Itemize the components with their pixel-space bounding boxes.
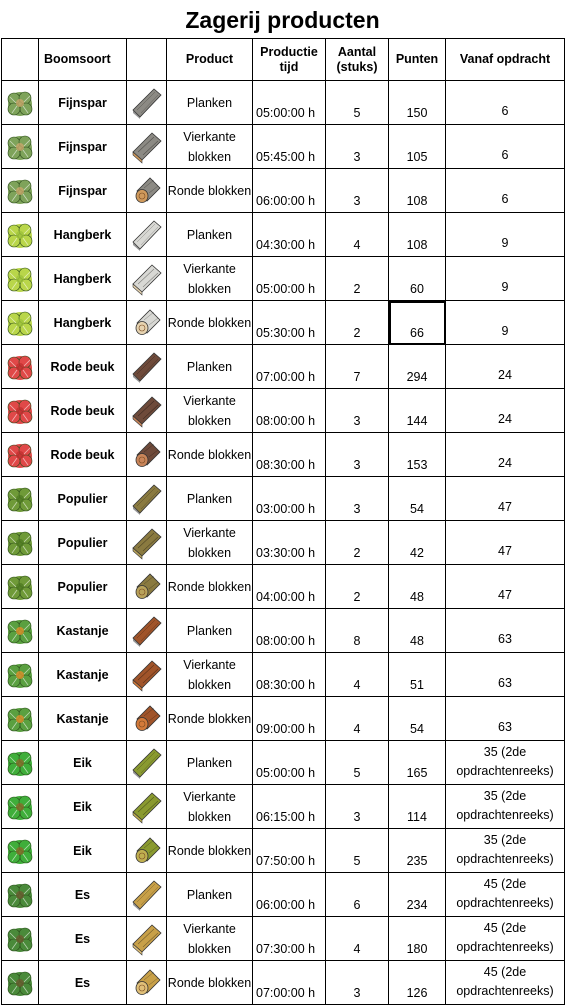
product-cell[interactable]: Ronde blokken: [167, 169, 253, 213]
product-cell[interactable]: Ronde blokken: [167, 301, 253, 345]
products-table: [1, 38, 565, 1005]
aantal-cell[interactable]: 3: [326, 961, 389, 1005]
tree-icon: [4, 439, 36, 471]
vanaf-opdracht-cell[interactable]: 35 (2de opdrachtenreeks): [446, 741, 565, 785]
tree-icon-cell[interactable]: [2, 565, 39, 609]
productietijd-cell[interactable]: 06:15:00 h: [253, 785, 326, 829]
aantal-cell[interactable]: 3: [326, 433, 389, 477]
boomsoort-cell[interactable]: Populier: [39, 565, 127, 609]
vanaf-opdracht-cell[interactable]: 6: [446, 169, 565, 213]
aantal-cell[interactable]: 2: [326, 257, 389, 301]
log-icon-cell[interactable]: [127, 917, 167, 961]
header-row: [2, 39, 565, 81]
table-row: [2, 873, 565, 917]
vanaf-opdracht-cell[interactable]: 9: [446, 213, 565, 257]
boomsoort-cell[interactable]: Kastanje: [39, 609, 127, 653]
boomsoort-cell[interactable]: Kastanje: [39, 653, 127, 697]
aantal-cell[interactable]: 3: [326, 169, 389, 213]
round-log-icon: [130, 438, 164, 472]
log-icon-cell[interactable]: [127, 565, 167, 609]
vanaf-opdracht-cell[interactable]: 63: [446, 653, 565, 697]
productietijd-cell[interactable]: 04:30:00 h: [253, 213, 326, 257]
product-cell[interactable]: Ronde blokken: [167, 433, 253, 477]
tree-icon: [4, 967, 36, 999]
punten-cell[interactable]: 180: [389, 917, 446, 961]
round-log-icon: [130, 702, 164, 736]
boomsoort-cell[interactable]: Hangberk: [39, 213, 127, 257]
aantal-cell[interactable]: 6: [326, 873, 389, 917]
tree-icon: [4, 791, 36, 823]
header-punten: Punten: [389, 39, 446, 81]
tree-icon-cell[interactable]: [2, 125, 39, 169]
tree-icon-cell[interactable]: [2, 433, 39, 477]
tree-icon-cell[interactable]: [2, 829, 39, 873]
round-log-icon: [130, 834, 164, 868]
tree-icon: [4, 659, 36, 691]
product-cell[interactable]: Vierkante blokken: [167, 785, 253, 829]
punten-cell[interactable]: 165: [389, 741, 446, 785]
log-icon-cell[interactable]: [127, 829, 167, 873]
log-icon-cell[interactable]: [127, 741, 167, 785]
header-productietijd: Productie tijd: [253, 39, 326, 81]
page-title: Zagerij producten: [185, 7, 380, 33]
plank-log-icon: [130, 746, 164, 780]
tree-icon: [4, 131, 36, 163]
product-cell[interactable]: Vierkante blokken: [167, 125, 253, 169]
plank-log-icon: [130, 482, 164, 516]
boomsoort-cell[interactable]: Fijnspar: [39, 169, 127, 213]
tree-icon: [4, 879, 36, 911]
vanaf-opdracht-cell[interactable]: 24: [446, 389, 565, 433]
log-icon-cell[interactable]: [127, 169, 167, 213]
tree-icon: [4, 747, 36, 779]
tree-icon: [4, 87, 36, 119]
aantal-cell[interactable]: 2: [326, 301, 389, 345]
productietijd-cell[interactable]: 09:00:00 h: [253, 697, 326, 741]
tree-icon: [4, 527, 36, 559]
punten-cell[interactable]: 60: [389, 257, 446, 301]
table-row: [2, 213, 565, 257]
tree-icon: [4, 571, 36, 603]
table-row: [2, 697, 565, 741]
square-log-icon: [130, 790, 164, 824]
table-row: [2, 609, 565, 653]
boomsoort-cell[interactable]: Rode beuk: [39, 433, 127, 477]
vanaf-opdracht-cell[interactable]: 6: [446, 125, 565, 169]
log-icon-cell[interactable]: [127, 697, 167, 741]
tree-icon-cell[interactable]: [2, 917, 39, 961]
punten-cell[interactable]: 150: [389, 81, 446, 125]
round-log-icon: [130, 966, 164, 1000]
product-cell[interactable]: Vierkante blokken: [167, 389, 253, 433]
log-icon-cell[interactable]: [127, 345, 167, 389]
tree-icon-cell[interactable]: [2, 653, 39, 697]
vanaf-opdracht-cell[interactable]: 6: [446, 81, 565, 125]
aantal-cell[interactable]: 3: [326, 477, 389, 521]
tree-icon: [4, 483, 36, 515]
boomsoort-cell[interactable]: Eik: [39, 785, 127, 829]
tree-icon-cell[interactable]: [2, 873, 39, 917]
boomsoort-cell[interactable]: Rode beuk: [39, 345, 127, 389]
tree-icon: [4, 615, 36, 647]
productietijd-cell[interactable]: 08:30:00 h: [253, 433, 326, 477]
aantal-cell[interactable]: 3: [326, 389, 389, 433]
product-cell[interactable]: Vierkante blokken: [167, 917, 253, 961]
log-icon-cell[interactable]: [127, 873, 167, 917]
tree-icon-cell[interactable]: [2, 169, 39, 213]
plank-log-icon: [130, 86, 164, 120]
aantal-cell[interactable]: 2: [326, 565, 389, 609]
table-row: [2, 785, 565, 829]
productietijd-cell[interactable]: 03:00:00 h: [253, 477, 326, 521]
aantal-cell[interactable]: 3: [326, 125, 389, 169]
boomsoort-cell[interactable]: Kastanje: [39, 697, 127, 741]
table-row: [2, 741, 565, 785]
header-tree-icon: [2, 39, 39, 81]
punten-cell[interactable]: 126: [389, 961, 446, 1005]
boomsoort-cell[interactable]: Fijnspar: [39, 81, 127, 125]
table-row: [2, 169, 565, 213]
table-row: [2, 917, 565, 961]
aantal-cell[interactable]: 4: [326, 213, 389, 257]
boomsoort-cell[interactable]: Populier: [39, 521, 127, 565]
log-icon-cell[interactable]: [127, 433, 167, 477]
boomsoort-cell[interactable]: Hangberk: [39, 257, 127, 301]
vanaf-opdracht-cell[interactable]: 47: [446, 521, 565, 565]
round-log-icon: [130, 174, 164, 208]
productietijd-cell[interactable]: 06:00:00 h: [253, 873, 326, 917]
header-aantal: Aantal (stuks): [326, 39, 389, 81]
square-log-icon: [130, 526, 164, 560]
productietijd-cell[interactable]: 08:00:00 h: [253, 389, 326, 433]
plank-log-icon: [130, 218, 164, 252]
square-log-icon: [130, 130, 164, 164]
tree-icon-cell[interactable]: [2, 741, 39, 785]
punten-cell[interactable]: 105: [389, 125, 446, 169]
vanaf-opdracht-cell[interactable]: 45 (2de opdrachtenreeks): [446, 873, 565, 917]
punten-cell[interactable]: 294: [389, 345, 446, 389]
punten-cell[interactable]: 108: [389, 169, 446, 213]
aantal-cell[interactable]: 4: [326, 653, 389, 697]
productietijd-cell[interactable]: 06:00:00 h: [253, 169, 326, 213]
product-cell[interactable]: Planken: [167, 345, 253, 389]
boomsoort-cell[interactable]: Es: [39, 873, 127, 917]
tree-icon-cell[interactable]: [2, 477, 39, 521]
punten-cell[interactable]: 48: [389, 565, 446, 609]
product-cell[interactable]: Vierkante blokken: [167, 257, 253, 301]
log-icon-cell[interactable]: [127, 213, 167, 257]
product-cell[interactable]: Ronde blokken: [167, 565, 253, 609]
vanaf-opdracht-cell[interactable]: 24: [446, 345, 565, 389]
vanaf-opdracht-cell[interactable]: 47: [446, 477, 565, 521]
boomsoort-cell[interactable]: Populier: [39, 477, 127, 521]
tree-icon-cell[interactable]: [2, 521, 39, 565]
productietijd-cell[interactable]: 05:00:00 h: [253, 741, 326, 785]
table-row: [2, 125, 565, 169]
vanaf-opdracht-cell[interactable]: 35 (2de opdrachtenreeks): [446, 829, 565, 873]
productietijd-cell[interactable]: 07:00:00 h: [253, 345, 326, 389]
log-icon-cell[interactable]: [127, 961, 167, 1005]
boomsoort-cell[interactable]: Eik: [39, 829, 127, 873]
log-icon-cell[interactable]: [127, 521, 167, 565]
tree-icon-cell[interactable]: [2, 785, 39, 829]
aantal-cell[interactable]: 5: [326, 741, 389, 785]
boomsoort-cell[interactable]: Rode beuk: [39, 389, 127, 433]
tree-icon: [4, 703, 36, 735]
tree-icon-cell[interactable]: [2, 257, 39, 301]
table-row: [2, 257, 565, 301]
aantal-cell[interactable]: 4: [326, 917, 389, 961]
round-log-icon: [130, 570, 164, 604]
log-icon-cell[interactable]: [127, 389, 167, 433]
square-log-icon: [130, 394, 164, 428]
productietijd-cell[interactable]: 07:00:00 h: [253, 961, 326, 1005]
product-cell[interactable]: Planken: [167, 873, 253, 917]
aantal-cell[interactable]: 5: [326, 81, 389, 125]
productietijd-cell[interactable]: 08:30:00 h: [253, 653, 326, 697]
log-icon-cell[interactable]: [127, 125, 167, 169]
tree-icon-cell[interactable]: [2, 301, 39, 345]
table-row: [2, 829, 565, 873]
plank-log-icon: [130, 350, 164, 384]
boomsoort-cell[interactable]: Hangberk: [39, 301, 127, 345]
plank-log-icon: [130, 878, 164, 912]
punten-cell[interactable]: 144: [389, 389, 446, 433]
tree-icon-cell[interactable]: [2, 697, 39, 741]
product-cell[interactable]: Planken: [167, 741, 253, 785]
punten-cell[interactable]: 48: [389, 609, 446, 653]
productietijd-cell[interactable]: 05:45:00 h: [253, 125, 326, 169]
table-row: [2, 433, 565, 477]
tree-icon-cell[interactable]: [2, 961, 39, 1005]
productietijd-cell[interactable]: 05:00:00 h: [253, 257, 326, 301]
tree-icon: [4, 351, 36, 383]
productietijd-cell[interactable]: 07:50:00 h: [253, 829, 326, 873]
table-row: [2, 521, 565, 565]
product-cell[interactable]: Planken: [167, 213, 253, 257]
header-boomsoort: Boomsoort: [39, 39, 127, 81]
table-row: [2, 477, 565, 521]
tree-icon: [4, 395, 36, 427]
log-icon-cell[interactable]: [127, 81, 167, 125]
productietijd-cell[interactable]: 05:00:00 h: [253, 81, 326, 125]
table-row: [2, 345, 565, 389]
product-cell[interactable]: Planken: [167, 609, 253, 653]
log-icon-cell[interactable]: [127, 609, 167, 653]
boomsoort-cell[interactable]: Es: [39, 961, 127, 1005]
product-cell[interactable]: Planken: [167, 81, 253, 125]
product-cell[interactable]: Vierkante blokken: [167, 653, 253, 697]
punten-cell[interactable]: 54: [389, 697, 446, 741]
vanaf-opdracht-cell[interactable]: 63: [446, 697, 565, 741]
vanaf-opdracht-cell[interactable]: 45 (2de opdrachtenreeks): [446, 917, 565, 961]
square-log-icon: [130, 262, 164, 296]
log-icon-cell[interactable]: [127, 653, 167, 697]
punten-cell[interactable]: 235: [389, 829, 446, 873]
aantal-cell[interactable]: 5: [326, 829, 389, 873]
aantal-cell[interactable]: 7: [326, 345, 389, 389]
table-row: [2, 389, 565, 433]
punten-cell[interactable]: 54: [389, 477, 446, 521]
tree-icon: [4, 263, 36, 295]
tree-icon: [4, 835, 36, 867]
square-log-icon: [130, 922, 164, 956]
header-vanaf-opdracht: Vanaf opdracht: [446, 39, 565, 81]
selected-punten-cell[interactable]: 66: [389, 301, 446, 345]
header-product: Product: [167, 39, 253, 81]
punten-cell[interactable]: 114: [389, 785, 446, 829]
header-log-icon: [127, 39, 167, 81]
vanaf-opdracht-cell[interactable]: 24: [446, 433, 565, 477]
tree-icon-cell[interactable]: [2, 213, 39, 257]
table-row: [2, 301, 565, 345]
product-cell[interactable]: Planken: [167, 477, 253, 521]
table-row: [2, 565, 565, 609]
boomsoort-cell[interactable]: Eik: [39, 741, 127, 785]
vanaf-opdracht-cell[interactable]: 47: [446, 565, 565, 609]
log-icon-cell[interactable]: [127, 301, 167, 345]
aantal-cell[interactable]: 2: [326, 521, 389, 565]
vanaf-opdracht-cell[interactable]: 45 (2de opdrachtenreeks): [446, 961, 565, 1005]
vanaf-opdracht-cell[interactable]: 63: [446, 609, 565, 653]
product-cell[interactable]: Ronde blokken: [167, 961, 253, 1005]
table-row: [2, 653, 565, 697]
boomsoort-cell[interactable]: Es: [39, 917, 127, 961]
productietijd-cell[interactable]: 07:30:00 h: [253, 917, 326, 961]
tree-icon: [4, 175, 36, 207]
table-body: [2, 81, 565, 1005]
log-icon-cell[interactable]: [127, 477, 167, 521]
boomsoort-cell[interactable]: Fijnspar: [39, 125, 127, 169]
vanaf-opdracht-cell[interactable]: 9: [446, 257, 565, 301]
vanaf-opdracht-cell[interactable]: 35 (2de opdrachtenreeks): [446, 785, 565, 829]
vanaf-opdracht-cell[interactable]: 9: [446, 301, 565, 345]
tree-icon-cell[interactable]: [2, 81, 39, 125]
product-cell[interactable]: Ronde blokken: [167, 697, 253, 741]
punten-cell[interactable]: 108: [389, 213, 446, 257]
aantal-cell[interactable]: 4: [326, 697, 389, 741]
product-cell[interactable]: Vierkante blokken: [167, 521, 253, 565]
punten-cell[interactable]: 153: [389, 433, 446, 477]
table-row: [2, 961, 565, 1005]
table-row: [2, 81, 565, 125]
tree-icon: [4, 307, 36, 339]
productietijd-cell[interactable]: 03:30:00 h: [253, 521, 326, 565]
productietijd-cell[interactable]: 08:00:00 h: [253, 609, 326, 653]
aantal-cell[interactable]: 8: [326, 609, 389, 653]
round-log-icon: [130, 306, 164, 340]
tree-icon: [4, 923, 36, 955]
productietijd-cell[interactable]: 05:30:00 h: [253, 301, 326, 345]
log-icon-cell[interactable]: [127, 785, 167, 829]
tree-icon: [4, 219, 36, 251]
tree-icon-cell[interactable]: [2, 609, 39, 653]
square-log-icon: [130, 658, 164, 692]
product-cell[interactable]: Ronde blokken: [167, 829, 253, 873]
punten-cell[interactable]: 234: [389, 873, 446, 917]
punten-cell[interactable]: 51: [389, 653, 446, 697]
tree-icon-cell[interactable]: [2, 389, 39, 433]
plank-log-icon: [130, 614, 164, 648]
tree-icon-cell[interactable]: [2, 345, 39, 389]
punten-cell[interactable]: 42: [389, 521, 446, 565]
log-icon-cell[interactable]: [127, 257, 167, 301]
productietijd-cell[interactable]: 04:00:00 h: [253, 565, 326, 609]
aantal-cell[interactable]: 3: [326, 785, 389, 829]
